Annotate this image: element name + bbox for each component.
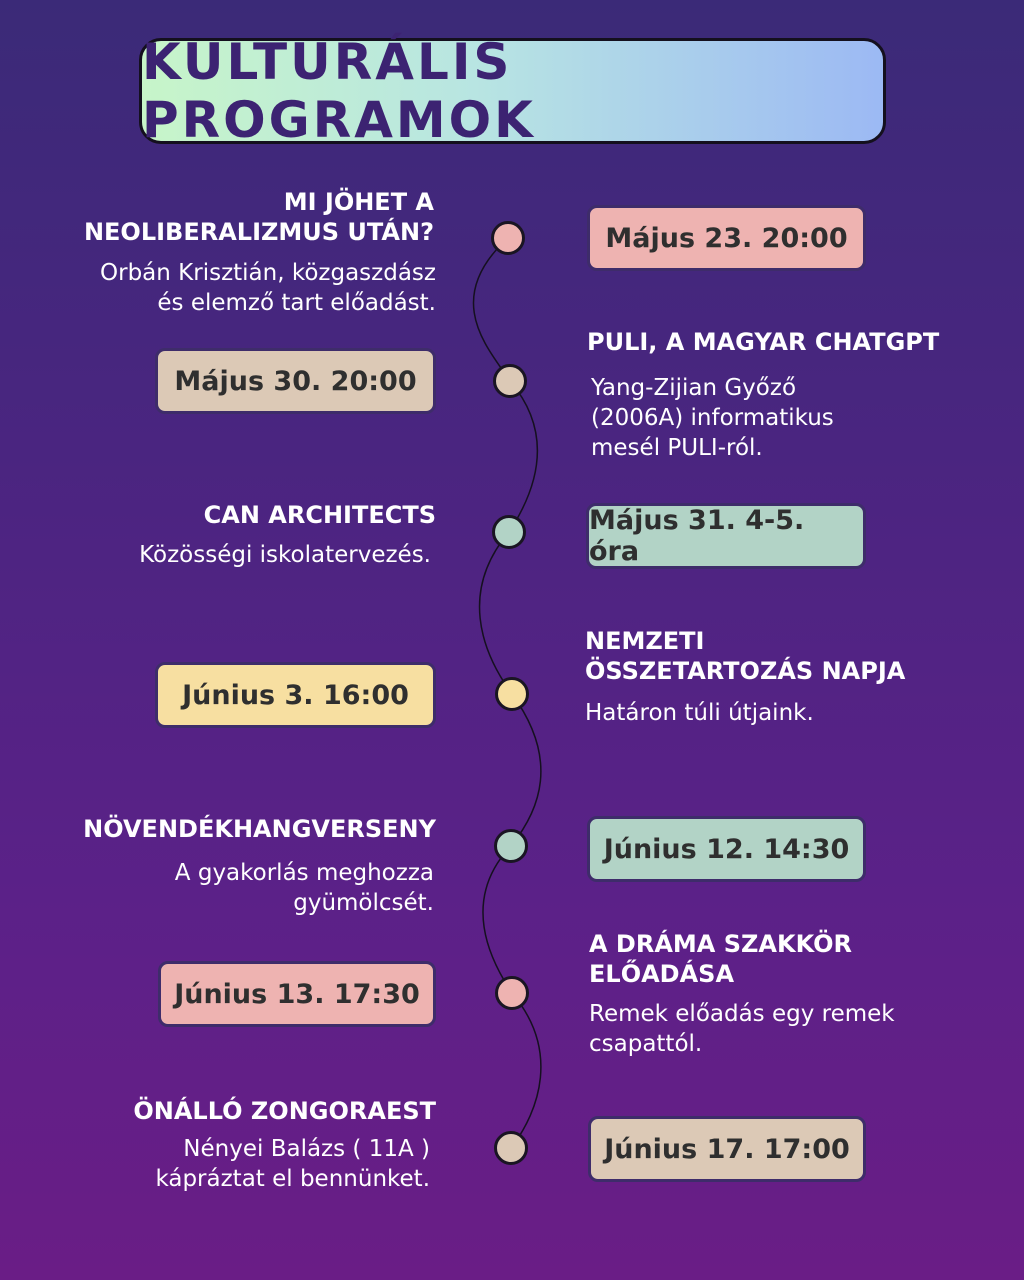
event-3-description: Közösségi iskolatervezés.	[139, 542, 431, 568]
timeline-dot-7	[494, 1131, 528, 1165]
timeline-dot-1	[491, 221, 525, 255]
event-4-description: Határon túli útjaink.	[585, 700, 814, 726]
event-4-title: NEMZETI ÖSSZETARTOZÁS NAPJA	[585, 627, 906, 685]
timeline-dot-4	[495, 677, 529, 711]
event-1-date: Május 23. 20:00	[587, 205, 866, 271]
timeline-dot-6	[495, 976, 529, 1010]
event-6-date: Június 13. 17:30	[158, 961, 436, 1027]
event-3-title: CAN ARCHITECTS	[203, 501, 436, 529]
event-4-date: Június 3. 16:00	[155, 662, 436, 728]
event-5-title: NÖVENDÉKHANGVERSENY	[83, 815, 436, 843]
timeline-dot-5	[494, 829, 528, 863]
event-5-date: Június 12. 14:30	[587, 816, 866, 882]
event-7-date: Június 17. 17:00	[588, 1116, 866, 1182]
event-3-date: Május 31. 4-5. óra	[586, 503, 866, 569]
event-2-title: PULI, A MAGYAR CHATGPT	[587, 328, 940, 356]
event-7-title: ÖNÁLLÓ ZONGORAEST	[133, 1097, 436, 1125]
event-1-title: MI JÖHET A NEOLIBERALIZMUS UTÁN?	[83, 188, 434, 246]
page-title: KULTURÁLIS PROGRAMOK	[142, 33, 536, 149]
event-5-description: A gyakorlás meghozza gyümölcsét.	[174, 860, 434, 916]
event-6-description: Remek előadás egy remek csapattól.	[589, 1001, 895, 1057]
event-6-title: A DRÁMA SZAKKÖR ELŐADÁSA	[589, 930, 852, 988]
event-2-description: Yang-Zijian Győző (2006A) informatikus mesél PULI-ról.	[591, 375, 834, 461]
event-2-date: Május 30. 20:00	[155, 348, 436, 414]
event-1-description: Orbán Krisztián, közgaszdász és elemző tart előadást.	[100, 260, 436, 316]
timeline-dot-3	[492, 515, 526, 549]
timeline-dot-2	[493, 364, 527, 398]
event-7-description: Nényei Balázs ( 11A ) kápráztat el bennünket.	[155, 1136, 430, 1192]
